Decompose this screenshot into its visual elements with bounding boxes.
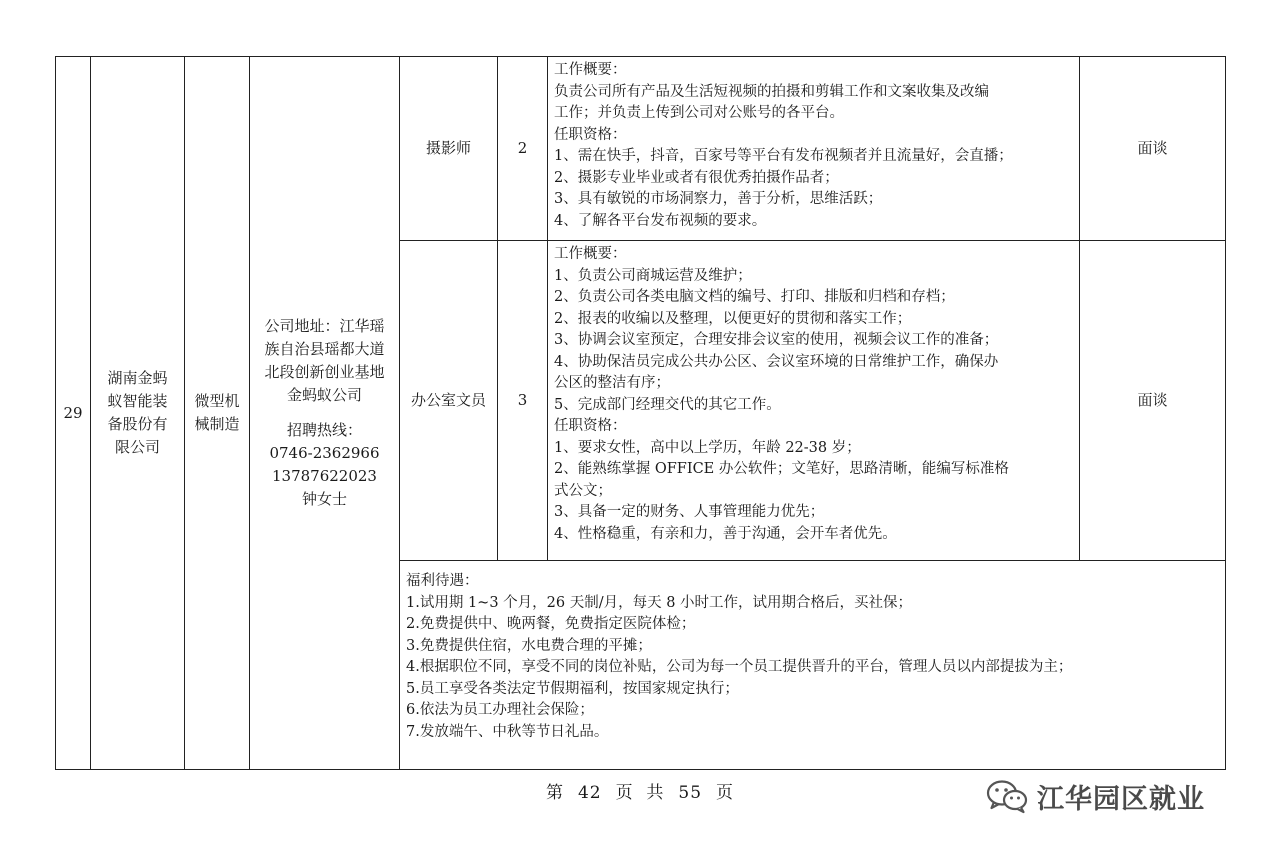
welfare-benefits: 福利待遇： 1.试用期 1~3 个月，26 天制/月，每天 8 小时工作，试用期合格后，买社保； 2.免费提供中、晚两餐，免费指定医院体检； 3.免费提供住宿，水电费合理的平摊； 4.根据职位不同，享受不同的岗位补贴，公司为每一个员工提供晋升的平台，管理人员以内部提拔为主； 5.员工享受各类法定节假期福利，按国家规定执行； 6.依法为员工办理社会保险； 7.发放端午、中秋等节日礼品。	[400, 561, 1226, 770]
job-count: 3	[498, 241, 548, 561]
job-count: 2	[498, 57, 548, 241]
watermark-text: 江华园区就业	[1037, 783, 1205, 815]
job-salary: 面谈	[1080, 241, 1226, 561]
footer-suffix: 页	[716, 783, 735, 803]
page-total: 55	[678, 783, 703, 803]
footer-prefix: 第	[545, 783, 564, 803]
wechat-icon	[985, 778, 1029, 814]
watermark	[985, 776, 1205, 816]
recruitment-table	[55, 56, 1226, 770]
industry: 微型机 械制造	[185, 57, 250, 770]
job-salary: 面谈	[1080, 57, 1226, 241]
job-description: 工作概要： 1、负责公司商城运营及维护； 2、负责公司各类电脑文档的编号、打印、排版和归档和存档； 2、报表的收编以及整理，以便更好的贯彻和落实工作； 3、协调会议室预定，合理安排会议室的使用，视频会议工作的准备； 4、协助保洁员完成公共办公区、会议室环境的日常维护工作，确保办 公区的整洁有序； 5、完成部门经理交代的其它工作。 任职资格： 1、要求女性，高中以上学历，年龄 22-38 岁； 2、能熟练掌握 OFFICE 办公软件；文笔好，思路清晰，能编写标准格 式公文； 3、具备一定的财务、人事管理能力优先； 4、性格稳重，有亲和力，善于沟通，会开车者优先。	[548, 241, 1080, 561]
page-number: 42	[577, 783, 602, 803]
job-description: 工作概要： 负责公司所有产品及生活短视频的拍摄和剪辑工作和文案收集及改编 工作；并负责上传到公司对公账号的各平台。 任职资格： 1、需在快手，抖音，百家号等平台有发布视频者并且流量好，会直播； 2、摄影专业毕业或者有很优秀拍摄作品者； 3、具有敏锐的市场洞察力，善于分析，思维活跃； 4、了解各平台发布视频的要求。	[548, 57, 1080, 241]
company-name: 湖南金蚂 蚁智能装 备股份有 限公司	[91, 57, 185, 770]
footer-middle: 页 共	[615, 783, 665, 803]
company-contact: 公司地址：江华瑶 族自治县瑶都大道 北段创新创业基地 金蚂蚁公司 招聘热线： 0746-2362966 13787622023 钟女士	[250, 57, 400, 770]
job-title: 办公室文员	[400, 241, 498, 561]
job-title: 摄影师	[400, 57, 498, 241]
job-row	[56, 57, 1226, 241]
row-number: 29	[56, 57, 91, 770]
